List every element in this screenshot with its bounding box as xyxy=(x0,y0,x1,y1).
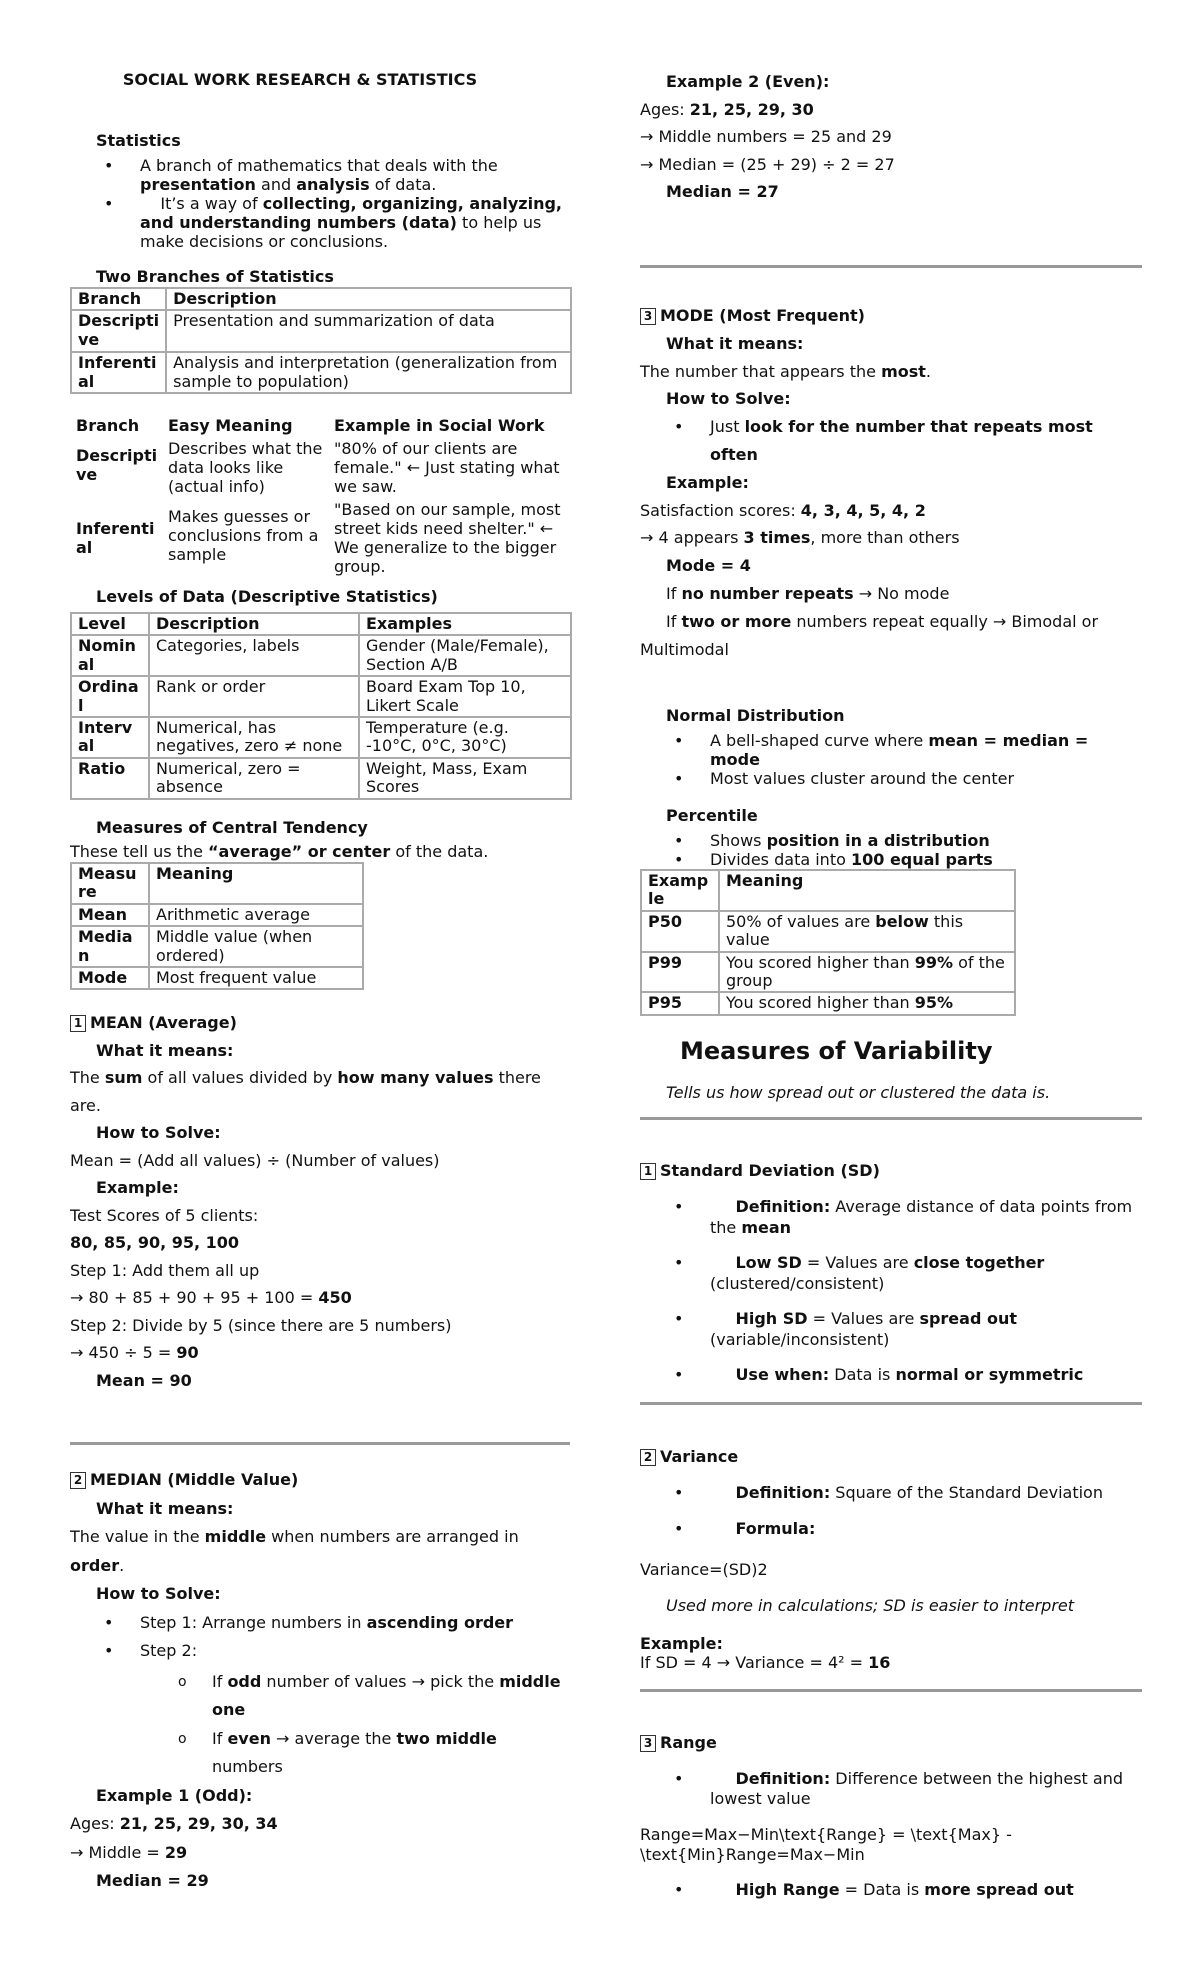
mean-section xyxy=(70,1009,570,1394)
mean-heading: 1 MEAN (Average) xyxy=(70,1009,570,1037)
range-high: • High Range = Data is more spread out xyxy=(640,1880,1140,1900)
sd-high: • High SD = Values are spread out (variable/inconsistent) xyxy=(640,1309,1140,1350)
table-cell: Temperature (e.g. -10°C, 0°C, 30°C) xyxy=(359,717,571,758)
table-cell: Descripti ve xyxy=(71,310,166,352)
variability-subtitle: Tells us how spread out or clustered the data is. xyxy=(666,1083,1051,1102)
table-cell: Numerical, has negatives, zero ≠ none xyxy=(149,717,359,758)
mode-no-repeat: If no number repeats → No mode xyxy=(666,583,950,603)
statistics-heading: Statistics xyxy=(96,131,181,150)
mean-step2: Step 2: Divide by 5 (since there are 5 numbers) xyxy=(70,1315,452,1335)
table-cell: You scored higher than 95% xyxy=(719,992,1015,1014)
median-step2: • Step 2: xyxy=(70,1637,570,1666)
central-intro: These tell us the “average” or center of the data. xyxy=(70,842,489,861)
range-bullets-2 xyxy=(640,1880,1140,1900)
mode-what-label: What it means: xyxy=(666,333,804,353)
table-header: Easy Meaning xyxy=(168,416,293,435)
median-steps xyxy=(70,1609,570,1666)
range-heading: 3 Range xyxy=(640,1733,717,1753)
variance-bullets xyxy=(640,1483,1140,1539)
table-header: Examp le xyxy=(641,870,719,911)
number-2-icon: 2 xyxy=(70,1472,86,1489)
percentile-bullets xyxy=(640,831,1140,869)
median-example2-result: Median = 27 xyxy=(666,182,779,201)
table-cell: Media n xyxy=(71,926,149,967)
table-cell: Arithmetic average xyxy=(149,904,363,926)
statistics-bullet-1: • A branch of mathematics that deals with the presentation and analysis of data. xyxy=(70,156,570,194)
sd-use: • Use when: Data is normal or symmetric xyxy=(640,1365,1140,1386)
mode-how-label: How to Solve: xyxy=(666,389,791,409)
table-cell: Inferenti al xyxy=(71,352,166,393)
variance-example: If SD = 4 → Variance = 4² = 16 xyxy=(640,1653,891,1672)
median-example1-label: Example 1 (Odd): xyxy=(96,1785,253,1805)
table-cell: Most frequent value xyxy=(149,967,363,989)
divider xyxy=(640,1689,1142,1692)
variance-heading: 2 Variance xyxy=(640,1447,738,1467)
median-step1: • Step 1: Arrange numbers in ascending order xyxy=(70,1609,570,1638)
variance-formula: Variance=(SD)2 xyxy=(640,1560,768,1579)
mean-example-values: 80, 85, 90, 95, 100 xyxy=(70,1233,240,1252)
table-cell: Mean xyxy=(71,904,149,926)
mode-result: Mode = 4 xyxy=(666,556,751,576)
median-section xyxy=(70,1466,570,1896)
mean-step2-calc: → 450 ÷ 5 = 90 xyxy=(70,1343,199,1362)
table-cell: Nomin al xyxy=(71,635,149,676)
document-title: SOCIAL WORK RESEARCH & STATISTICS xyxy=(122,70,478,89)
table-cell: "80% of our clients are female." ← Just stating what we saw. xyxy=(334,439,560,496)
table-header: Measu re xyxy=(71,863,149,904)
mean-example-label: Example: xyxy=(96,1178,179,1197)
mode-section xyxy=(640,302,1140,663)
mode-how-list xyxy=(640,413,1140,469)
mean-result: Mean = 90 xyxy=(96,1370,192,1390)
variance-example-label: Example: xyxy=(640,1634,723,1653)
table-cell: P50 xyxy=(641,911,719,952)
table-cell: Board Exam Top 10, Likert Scale xyxy=(359,676,571,717)
median-how-label: How to Solve: xyxy=(96,1584,221,1603)
table-cell: Weight, Mass, Exam Scores xyxy=(359,758,571,799)
median-example2 xyxy=(640,68,1140,206)
median-example1-ages: Ages: 21, 25, 29, 30, 34 xyxy=(70,1814,278,1833)
divider xyxy=(640,265,1142,268)
branches-table xyxy=(70,287,572,394)
table-cell: Analysis and interpretation (generalization from sample to population) xyxy=(166,352,571,393)
table-cell: Ordina l xyxy=(71,676,149,717)
range-formula: Range=Max−Min\text{Range} = \text{Max} - \text{Min}Range=Max−Min xyxy=(640,1825,1012,1864)
median-what-text: The value in the middle when numbers are arranged in order. xyxy=(70,1527,519,1575)
divider xyxy=(640,1117,1142,1120)
mode-multimodal: If two or more numbers repeat equally → Bimodal or Multimodal xyxy=(640,611,1099,659)
normal-heading: Normal Distribution xyxy=(666,706,845,725)
mean-step1-calc: → 80 + 85 + 90 + 95 + 100 = 450 xyxy=(70,1288,352,1307)
table-cell: Rank or order xyxy=(149,676,359,717)
median-example2-label: Example 2 (Even): xyxy=(666,72,830,91)
table-cell: Makes guesses or conclusions from a sample xyxy=(168,507,319,564)
mode-what-text: The number that appears the most. xyxy=(640,361,931,381)
levels-table xyxy=(70,612,572,800)
table-cell: P95 xyxy=(641,992,719,1014)
mean-how-label: How to Solve: xyxy=(96,1123,221,1142)
table-cell: Describes what the data looks like (actual info) xyxy=(168,439,323,496)
sd-heading: 1 Standard Deviation (SD) xyxy=(640,1161,880,1181)
table-header: Meaning xyxy=(719,870,1015,911)
median-what-label: What it means: xyxy=(96,1498,234,1518)
table-header: Meaning xyxy=(149,863,363,904)
table-cell: Gender (Male/Female), Section A/B xyxy=(359,635,571,676)
sd-low: • Low SD = Values are close together (clustered/consistent) xyxy=(640,1253,1140,1294)
mode-how-bullet: • Just look for the number that repeats most often xyxy=(640,413,1140,469)
mean-what-label: What it means: xyxy=(96,1040,234,1060)
mean-formula: Mean = (Add all values) ÷ (Number of values) xyxy=(70,1150,440,1170)
percentile-table xyxy=(640,869,1016,1016)
branches-heading: Two Branches of Statistics xyxy=(96,267,334,286)
variance-note: Used more in calculations; SD is easier to interpret xyxy=(666,1596,1075,1615)
mean-what-text: The sum of all values divided by how many values there are. xyxy=(70,1068,541,1115)
divider xyxy=(70,1442,570,1445)
number-2-icon: 2 xyxy=(640,1449,656,1466)
table-header: Branch xyxy=(76,416,140,435)
median-substeps xyxy=(70,1668,570,1782)
table-header: Examples xyxy=(359,613,571,635)
range-bullets xyxy=(640,1769,1140,1809)
mean-step1: Step 1: Add them all up xyxy=(70,1260,260,1280)
table-cell: Descripti ve xyxy=(76,446,158,484)
divider xyxy=(640,1402,1142,1405)
sd-bullets xyxy=(640,1197,1140,1386)
percentile-bullet-1: • Shows position in a distribution xyxy=(640,831,1140,850)
number-3-icon: 3 xyxy=(640,1735,656,1752)
percentile-bullet-2: • Divides data into 100 equal parts xyxy=(640,850,1140,869)
table-cell: Interv al xyxy=(71,717,149,758)
normal-bullet-2: • Most values cluster around the center xyxy=(640,769,1140,788)
table-cell: Mode xyxy=(71,967,149,989)
table-cell: "Based on our sample, most street kids need shelter." ← We generalize to the bigger group. xyxy=(334,500,561,576)
variance-definition: • Definition: Square of the Standard Deviation xyxy=(640,1483,1140,1503)
range-definition: • Definition: Difference between the highest and lowest value xyxy=(640,1769,1140,1809)
table-header: Level xyxy=(71,613,149,635)
sd-definition: • Definition: Average distance of data points from the mean xyxy=(640,1197,1140,1238)
table-cell: Presentation and summarization of data xyxy=(166,310,571,352)
median-example2-calc: → Median = (25 + 29) ÷ 2 = 27 xyxy=(640,154,895,174)
statistics-bullet-2: • It’s a way of collecting, organizing, analyzing, and understanding numbers (data) to help us make decisions or conclusions. xyxy=(70,194,570,251)
variance-formula-label: • Formula: xyxy=(640,1519,1140,1539)
table-header: Branch xyxy=(71,288,166,310)
number-3-icon: 3 xyxy=(640,308,656,325)
table-cell: Middle value (when ordered) xyxy=(149,926,363,967)
levels-heading: Levels of Data (Descriptive Statistics) xyxy=(96,587,438,606)
median-odd: o If odd number of values → pick the middle one xyxy=(70,1668,570,1725)
table-header: Example in Social Work xyxy=(334,416,545,435)
mean-example-intro: Test Scores of 5 clients: xyxy=(70,1205,259,1225)
table-cell: Numerical, zero = absence xyxy=(149,758,359,799)
median-example1-middle: → Middle = 29 xyxy=(70,1842,188,1862)
table-cell: P99 xyxy=(641,952,719,993)
table-header: Description xyxy=(149,613,359,635)
percentile-heading: Percentile xyxy=(666,806,758,825)
median-example1-result: Median = 29 xyxy=(96,1871,209,1890)
branches-explained-table xyxy=(74,413,574,579)
statistics-bullets xyxy=(70,156,570,251)
mode-example-scores: Satisfaction scores: 4, 3, 4, 5, 4, 2 xyxy=(640,500,926,520)
median-heading: 2 MEDIAN (Middle Value) xyxy=(70,1466,570,1495)
table-cell: Categories, labels xyxy=(149,635,359,676)
number-1-icon: 1 xyxy=(640,1163,656,1180)
normal-bullets xyxy=(640,731,1140,788)
table-cell: Ratio xyxy=(71,758,149,799)
variability-heading: Measures of Variability xyxy=(680,1037,993,1065)
mode-example-calc: → 4 appears 3 times, more than others xyxy=(640,528,960,548)
median-example2-ages: Ages: 21, 25, 29, 30 xyxy=(640,99,814,119)
table-cell: 50% of values are below this value xyxy=(719,911,1015,952)
normal-bullet-1: • A bell-shaped curve where mean = median = mode xyxy=(640,731,1140,769)
table-cell: You scored higher than 99% of the group xyxy=(719,952,1015,993)
table-header: Description xyxy=(166,288,571,310)
central-table xyxy=(70,862,364,990)
number-1-icon: 1 xyxy=(70,1015,86,1032)
table-cell: Inferenti al xyxy=(76,519,155,557)
median-example2-middle: → Middle numbers = 25 and 29 xyxy=(640,127,892,146)
mode-heading: 3 MODE (Most Frequent) xyxy=(640,302,1140,330)
central-heading: Measures of Central Tendency xyxy=(96,818,368,837)
median-even: o If even → average the two middle numbers xyxy=(70,1725,570,1782)
mode-example-label: Example: xyxy=(666,472,749,492)
